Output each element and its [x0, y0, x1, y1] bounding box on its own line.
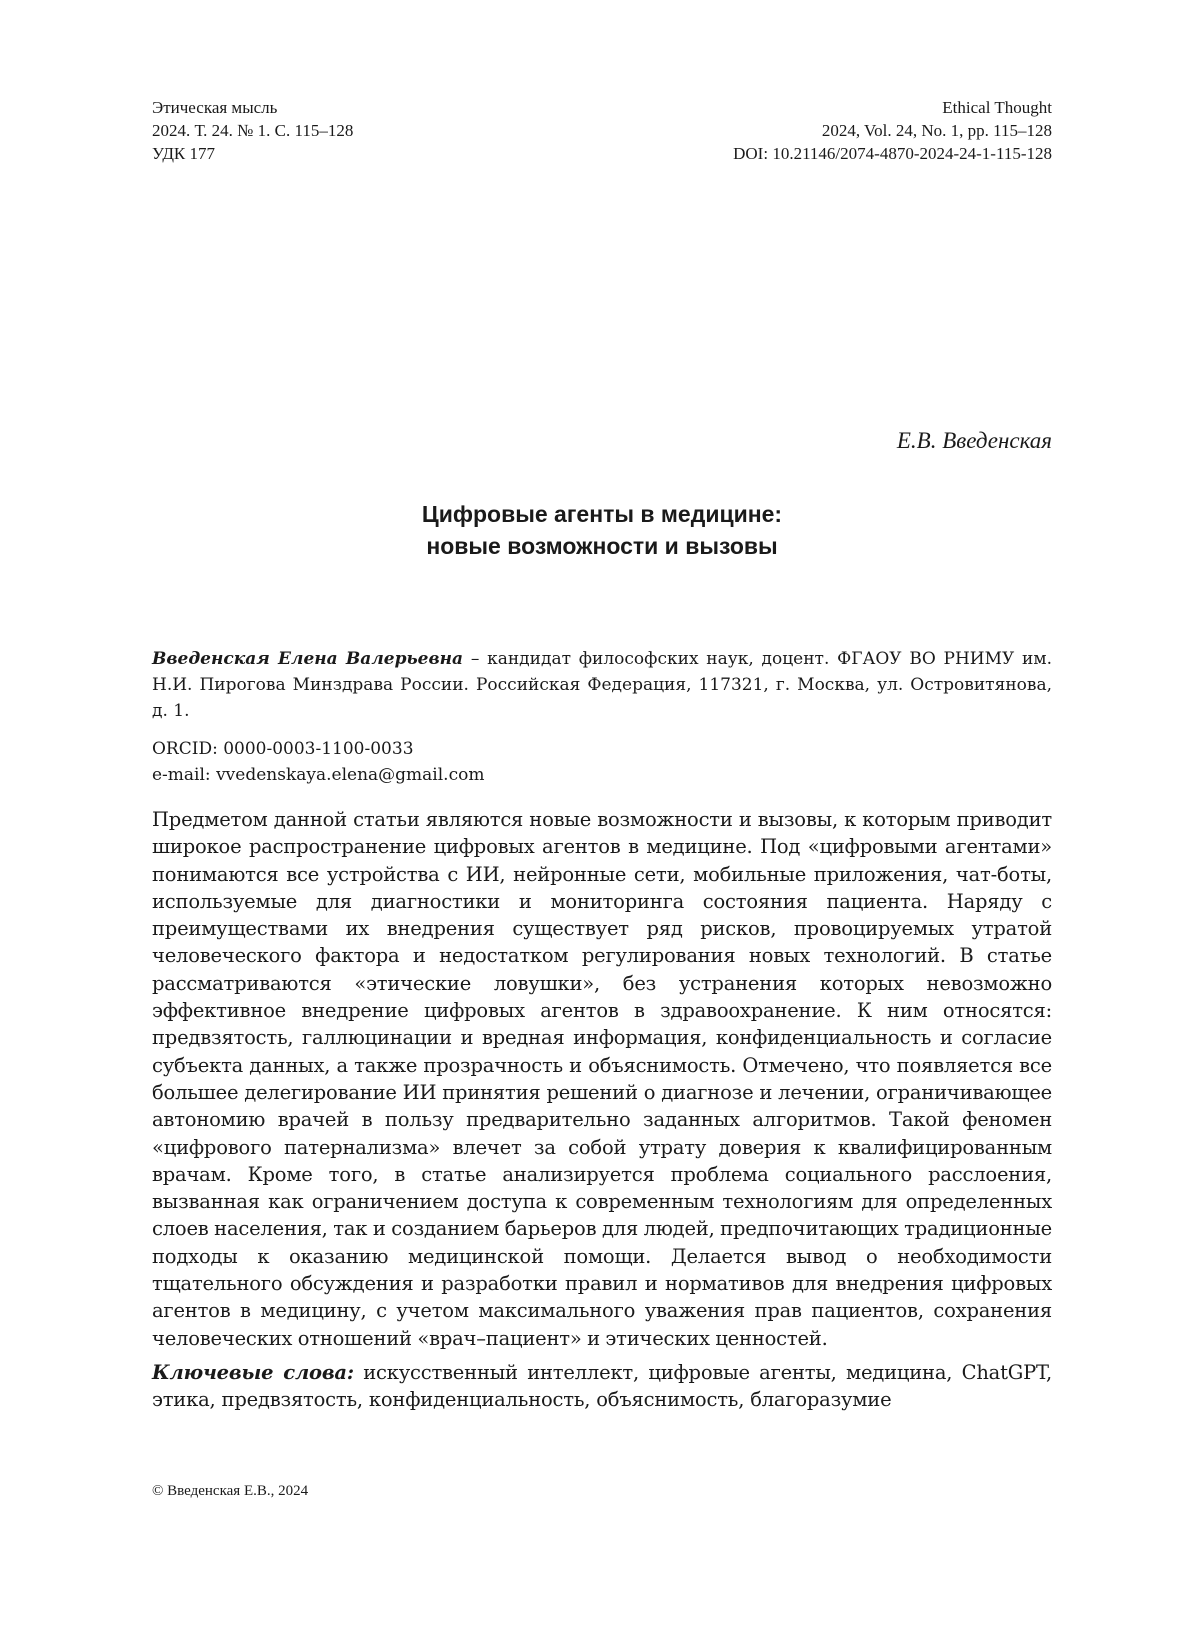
- issue-info-ru: 2024. Т. 24. № 1. С. 115–128: [152, 121, 354, 140]
- title-line-1: Цифровые агенты в медицине:: [421, 501, 783, 527]
- keywords-text: искусственный интеллект, цифровые агенты, медицина, ChatGPT, этика, предвзятость, конфиденциальность, объяснимость, благоразумие: [152, 1361, 1052, 1412]
- author-full-name: Введенская Елена Валерьевна: [152, 649, 464, 669]
- issue-info-en: 2024, Vol. 24, No. 1, pp. 115–128: [821, 121, 1052, 140]
- article-title: [152, 498, 1052, 562]
- udc-code: УДК 177: [152, 144, 216, 163]
- author-short: Е.В. Введенская: [896, 428, 1052, 453]
- title-line-2: новые возможности и вызовы: [426, 533, 778, 559]
- author-contacts: [152, 736, 484, 788]
- email[interactable]: e-mail: vvedenskaya.elena@gmail.com: [152, 765, 485, 785]
- abstract: Предметом данной статьи являются новые возможности и вызовы, к которым приводит широкое распространение цифровых агентов в медицине. Под «цифровыми агентами» понимаются все устройства с ИИ, нейронные сети, мобильные приложения, чат-боты, используемые для диагностики и мониторинга состояния пациента. Наряду с преимуществами их внедрения существует ряд рисков, провоцируемых утратой человеческого фактора и недостатком регулирования новых технологий. В статье рассматриваются «этические ловушки», без устранения которых невозможно эффективное внедрение цифровых агентов в здравоохранение. К ним относятся: предвзятость, галлюцинации и вредная информация, конфиденциальность и согласие субъекта данных, а также прозрачность и объяснимость. Отмечено, что появляется все большее делегирование ИИ принятия решений о диагнозе и лечении, ограничивающее автономию врачей в пользу предварительно заданных алгоритмов. Такой феномен «цифрового патернализма» влечет за собой утрату доверия к квалифицированным врачам. Кроме того, в статье анализируется проблема социального расслоения, вызванная как ограничением доступа к современным технологиям для определенных слоев населения, так и созданием барьеров для людей, предпочитающих традиционные подходы к оказанию медицинской помощи. Делается вывод о необходимости тщательного обсуждения и разработки правил и нормативов для внедрения цифровых агентов в медицину, с учетом максимального уважения прав пациентов, сохранения человеческих отношений «врач–пациент» и этических ценностей.: [152, 808, 1052, 1350]
- orcid[interactable]: ORCID: 0000-0003-1100-0033: [152, 739, 414, 759]
- page: [152, 96, 1053, 1499]
- copyright: © Введенская Е.В., 2024: [152, 1483, 309, 1499]
- keywords-label: Ключевые слова:: [152, 1361, 354, 1384]
- running-header: [152, 96, 1052, 165]
- header-right: [733, 96, 1052, 165]
- header-left: [152, 96, 353, 165]
- doi[interactable]: DOI: 10.21146/2074-4870-2024-24-1-115-128: [733, 144, 1052, 163]
- author-info: [152, 646, 1052, 724]
- author-details: – кандидат философских наук, доцент. ФГАОУ ВО РНИМУ им. Н.И. Пирогова Минздрава России. Российская Федерация, 117321, г. Москва, ул. Островитянова, д. 1.: [152, 649, 1053, 721]
- journal-name-ru: Этическая мысль: [152, 98, 278, 117]
- keywords: [152, 1359, 1052, 1414]
- journal-name-en: Ethical Thought: [942, 98, 1052, 117]
